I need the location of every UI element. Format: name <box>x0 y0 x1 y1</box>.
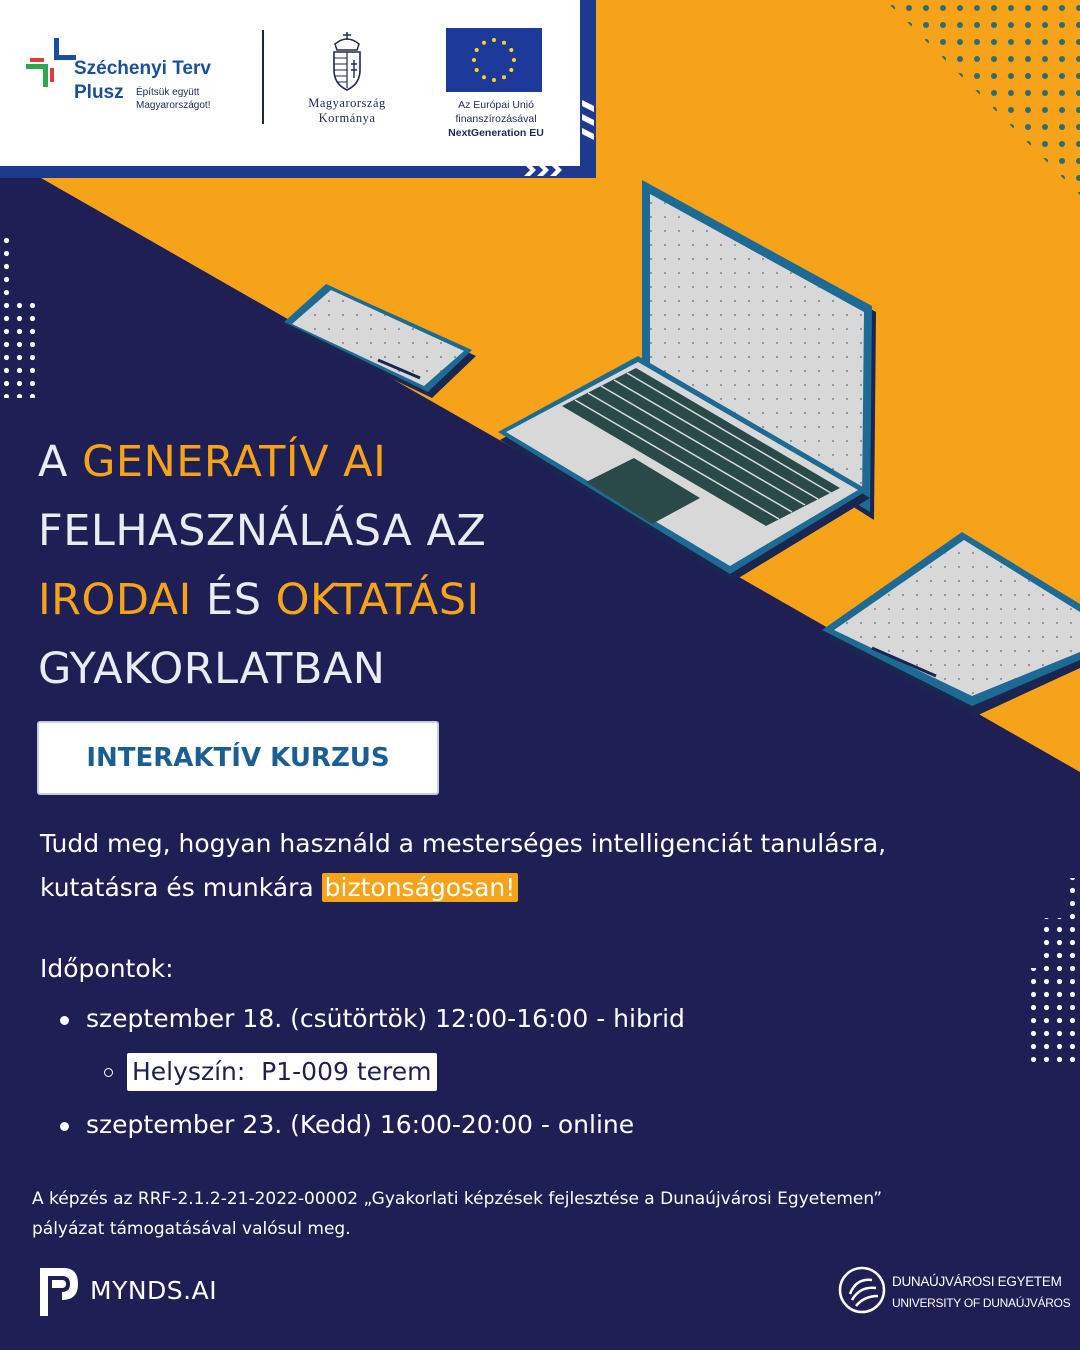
interactive-course-badge: INTERAKTÍV KURZUS <box>37 721 439 795</box>
eu-flag-icon <box>446 28 542 92</box>
intro-line2 <box>40 866 1050 910</box>
mynds-logo-icon <box>38 1266 80 1318</box>
szechenyi-name: Széchenyi Terv <box>74 58 211 79</box>
intro-highlight: biztonságosan! <box>322 873 519 902</box>
title-line2: FELHASZNÁLÁSA AZ <box>38 506 487 556</box>
footnote-line1: A képzés az RRF-2.1.2-21-2022-00002 „Gyakorlati képzések fejlesztése a Dunaújvárosi Egyetemen” <box>32 1189 883 1209</box>
intro-line2-prefix: kutatásra és munkára <box>40 873 322 902</box>
footnote-line2: pályázat támogatásával valósul meg. <box>32 1219 351 1239</box>
header-accent-bottom <box>0 166 596 178</box>
university-logo-icon <box>838 1266 886 1314</box>
schedule-sub-bullet <box>104 1068 113 1077</box>
title-line3 <box>38 566 658 635</box>
schedule-bullet-2 <box>60 1122 69 1131</box>
intro-text <box>40 822 1050 910</box>
intro-line1: Tudd meg, hogyan használd a mesterséges intelligenciát tanulásra, <box>40 829 887 858</box>
government-name-line2: Kormánya <box>318 111 376 125</box>
government-name <box>288 96 406 126</box>
schedule-bullet-1 <box>60 1016 69 1025</box>
szechenyi-slogan <box>136 86 246 112</box>
government-name-line1: Magyarország <box>308 96 386 110</box>
university-name: DUNAÚJVÁROSI EGYETEM <box>892 1274 1062 1289</box>
university-name-en: UNIVERSITY OF DUNAÚJVÁROS <box>892 1296 1071 1310</box>
szechenyi-cross-logo-icon <box>26 38 76 88</box>
schedule-item-1: szeptember 18. (csütörtök) 12:00-16:00 - hibrid <box>86 1004 685 1033</box>
eu-logo <box>436 28 556 140</box>
schedule-item-2: szeptember 23. (Kedd) 16:00-20:00 - online <box>86 1110 635 1139</box>
header-divider <box>262 30 264 124</box>
szechenyi-plus: Plusz <box>74 82 124 103</box>
szechenyi-slogan-line1: Építsük együtt <box>136 87 200 98</box>
course-title <box>38 428 658 704</box>
eu-line3: NextGeneration EU <box>448 127 544 139</box>
header-logo-card <box>0 0 580 166</box>
funding-footnote <box>32 1184 1062 1244</box>
title-line4: GYAKORLATBAN <box>38 644 386 694</box>
title-line1 <box>38 428 658 497</box>
mynds-label: MYNDS.AI <box>90 1276 218 1305</box>
title-line3-middle: ÉS <box>191 575 276 625</box>
eu-line2: finanszírozásával <box>455 113 537 125</box>
title-line3-highlight2: OKTATÁSI <box>275 575 480 625</box>
schedule-location: Helyszín: P1-009 terem <box>127 1053 437 1091</box>
eu-line1: Az Európai Unió <box>458 99 534 111</box>
government-logo <box>288 30 406 126</box>
szechenyi-slogan-line2: Magyarországot! <box>136 100 211 111</box>
header-accent-bar <box>580 0 596 178</box>
hungarian-coat-of-arms-icon <box>327 30 367 92</box>
schedule-heading: Időpontok: <box>40 954 174 983</box>
title-line1-prefix: A <box>38 437 83 487</box>
title-line3-highlight1: IRODAI <box>38 575 192 625</box>
title-line1-highlight: GENERATÍV AI <box>82 437 387 487</box>
